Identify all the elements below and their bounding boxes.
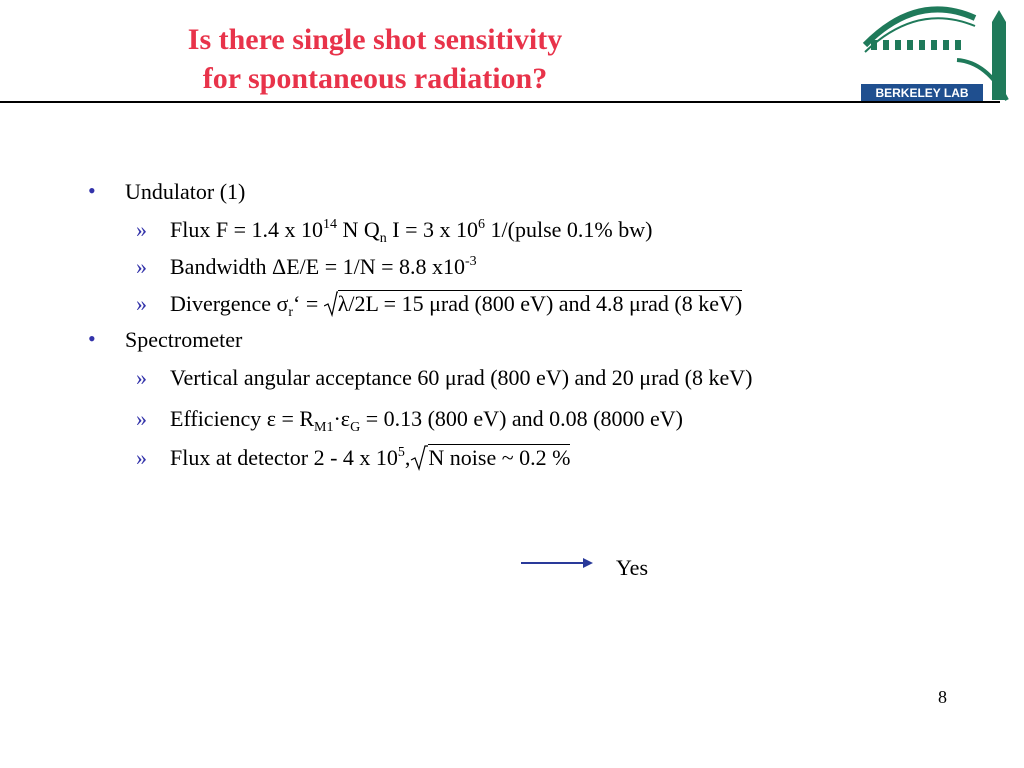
sub-bullet-marker: » [136,291,147,316]
sub-bullet-marker: » [136,254,147,279]
item-acceptance: Vertical angular acceptance 60 μrad (800 eV) and 20 μrad (8 keV) [170,365,753,390]
sub-bullet-marker: » [136,217,147,242]
bullet-dot: • [88,326,96,351]
item-flux: Flux F = 1.4 x $10^{14}$ N $Q_n$ I = 3 x $10^6$ 1/(pulse 0.1% bw) [170,217,653,246]
bullet-spectrometer: Spectrometer [125,327,243,352]
answer-yes: Yes [616,555,649,580]
sub-bullet-marker: » [136,406,147,431]
item-detector-flux: Flux at detector 2 - 4 x $10^5$, N noise ~ 0.2 % [170,445,571,470]
slide-title [170,20,580,98]
title-line-2: for spontaneous radiation? [202,62,548,95]
title-line-1: Is there single shot sensitivity [187,23,563,56]
item-efficiency: Efficiency $\varepsilon = R_{M1}\cdot\varepsilon_G = 0.13$ (800 eV) and 0.08 (8000 eV) [170,406,683,435]
sub-bullet-marker: » [136,365,147,390]
item-divergence: Divergence $\sigma_r‘ = \lambda/2L = 15$ μrad (800 eV) and 4.8 μrad (8 keV) [170,291,743,320]
logo-text: BERKELEY LAB [875,86,969,100]
sub-bullet-marker: » [136,445,147,470]
item-bandwidth: Bandwidth ΔE/E = 1/N = 8.8 $x10^{-3}$ [170,254,477,279]
page-number: 8 [938,687,947,707]
square-root-icon [410,445,428,471]
bullet-undulator: Undulator (1) [125,179,246,204]
square-root-icon [324,291,338,317]
right-arrow-icon [521,555,593,571]
bullet-dot: • [88,178,96,203]
title-divider [0,101,1000,103]
berkeley-lab-logo [857,0,1024,103]
